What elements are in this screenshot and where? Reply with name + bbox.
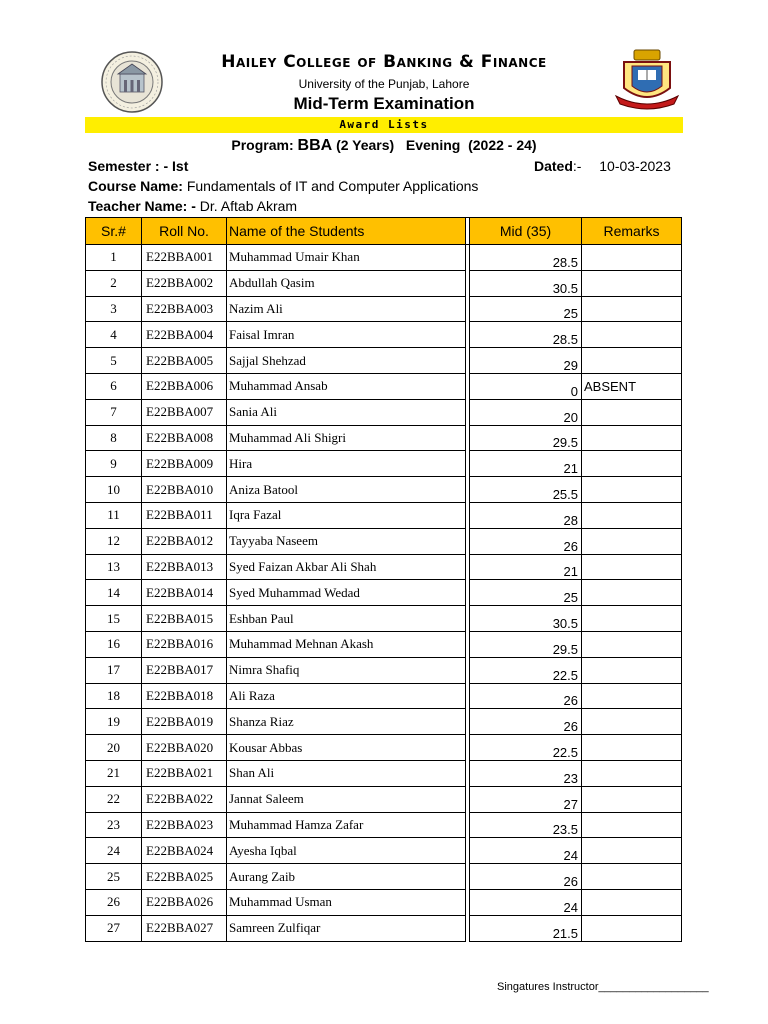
cell-roll-no: E22BBA023 [142, 812, 227, 838]
cell-roll-no: E22BBA014 [142, 580, 227, 606]
cell-roll-no: E22BBA016 [142, 631, 227, 657]
cell-sr: 3 [86, 296, 142, 322]
table-row [86, 864, 682, 890]
cell-sr: 22 [86, 786, 142, 812]
table-row [86, 760, 682, 786]
cell-mid-marks: 23 [470, 760, 582, 786]
table-row [86, 399, 682, 425]
cell-student-name: Muhammad Ansab [227, 373, 466, 399]
cell-sr: 23 [86, 812, 142, 838]
cell-sr: 10 [86, 477, 142, 503]
dated-field [534, 158, 671, 174]
cell-remarks [582, 425, 682, 451]
dated-value: 10-03-2023 [599, 158, 671, 174]
cell-remarks [582, 322, 682, 348]
table-row [86, 477, 682, 503]
cell-sr: 6 [86, 373, 142, 399]
table-row [86, 296, 682, 322]
university-name: University of the Punjab, Lahore [298, 77, 470, 91]
cell-roll-no: E22BBA006 [142, 373, 227, 399]
cell-student-name: Muhammad Ali Shigri [227, 425, 466, 451]
cell-mid-marks: 28.5 [470, 322, 582, 348]
cell-sr: 4 [86, 322, 142, 348]
table-row [86, 631, 682, 657]
table-row [86, 554, 682, 580]
cell-remarks [582, 657, 682, 683]
table-row [86, 528, 682, 554]
cell-sr: 11 [86, 502, 142, 528]
cell-roll-no: E22BBA005 [142, 348, 227, 374]
cell-roll-no: E22BBA017 [142, 657, 227, 683]
cell-mid-marks: 22.5 [470, 657, 582, 683]
teacher-line [88, 198, 297, 214]
cell-roll-no: E22BBA004 [142, 322, 227, 348]
cell-remarks [582, 606, 682, 632]
cell-remarks [582, 502, 682, 528]
cell-roll-no: E22BBA012 [142, 528, 227, 554]
table-row [86, 580, 682, 606]
cell-roll-no: E22BBA007 [142, 399, 227, 425]
cell-mid-marks: 24 [470, 889, 582, 915]
cell-mid-marks: 27 [470, 786, 582, 812]
table-row [86, 838, 682, 864]
cell-roll-no: E22BBA025 [142, 864, 227, 890]
cell-mid-marks: 23.5 [470, 812, 582, 838]
cell-roll-no: E22BBA010 [142, 477, 227, 503]
cell-remarks [582, 580, 682, 606]
cell-mid-marks: 29.5 [470, 631, 582, 657]
cell-student-name: Shan Ali [227, 760, 466, 786]
cell-roll-no: E22BBA002 [142, 270, 227, 296]
cell-roll-no: E22BBA027 [142, 915, 227, 941]
cell-student-name: Iqra Fazal [227, 502, 466, 528]
cell-mid-marks: 26 [470, 683, 582, 709]
cell-remarks [582, 735, 682, 761]
cell-remarks [582, 245, 682, 271]
cell-student-name: Nazim Ali [227, 296, 466, 322]
table-row [86, 451, 682, 477]
cell-mid-marks: 25.5 [470, 477, 582, 503]
cell-roll-no: E22BBA020 [142, 735, 227, 761]
teacher-label: Teacher Name: - [88, 198, 196, 214]
cell-mid-marks: 29.5 [470, 425, 582, 451]
dated-label: Dated [534, 158, 573, 174]
table-row [86, 348, 682, 374]
table-row [86, 606, 682, 632]
table-row [86, 735, 682, 761]
cell-mid-marks: 26 [470, 864, 582, 890]
program-label: Program: [231, 137, 294, 153]
cell-remarks [582, 812, 682, 838]
cell-sr: 16 [86, 631, 142, 657]
cell-roll-no: E22BBA009 [142, 451, 227, 477]
cell-remarks [582, 709, 682, 735]
cell-student-name: Aniza Batool [227, 477, 466, 503]
cell-remarks [582, 554, 682, 580]
cell-roll-no: E22BBA013 [142, 554, 227, 580]
cell-sr: 1 [86, 245, 142, 271]
cell-remarks [582, 631, 682, 657]
cell-student-name: Shanza Riaz [227, 709, 466, 735]
dated-separator: :- [572, 158, 582, 174]
cell-mid-marks: 21 [470, 554, 582, 580]
table-row [86, 270, 682, 296]
table-row [86, 786, 682, 812]
cell-sr: 13 [86, 554, 142, 580]
table-row [86, 502, 682, 528]
cell-sr: 7 [86, 399, 142, 425]
cell-student-name: Muhammad Umair Khan [227, 245, 466, 271]
cell-student-name: Sajjal Shehzad [227, 348, 466, 374]
cell-student-name: Tayyaba Naseem [227, 528, 466, 554]
cell-remarks [582, 348, 682, 374]
cell-remarks [582, 477, 682, 503]
cell-sr: 24 [86, 838, 142, 864]
cell-remarks [582, 760, 682, 786]
cell-roll-no: E22BBA001 [142, 245, 227, 271]
cell-sr: 8 [86, 425, 142, 451]
cell-mid-marks: 26 [470, 709, 582, 735]
exam-title: Mid-Term Examination [293, 94, 475, 113]
table-row [86, 425, 682, 451]
table-row [86, 322, 682, 348]
table-row [86, 915, 682, 941]
cell-roll-no: E22BBA018 [142, 683, 227, 709]
cell-sr: 27 [86, 915, 142, 941]
signature-line: Singatures Instructor__________________ [497, 981, 709, 993]
cell-roll-no: E22BBA011 [142, 502, 227, 528]
cell-student-name: Eshban Paul [227, 606, 466, 632]
header-roll: Roll No. [142, 218, 227, 245]
cell-mid-marks: 24 [470, 838, 582, 864]
table-row [86, 889, 682, 915]
cell-remarks [582, 296, 682, 322]
cell-sr: 26 [86, 889, 142, 915]
cell-remarks [582, 889, 682, 915]
table-body [86, 245, 682, 942]
cell-roll-no: E22BBA003 [142, 296, 227, 322]
header-mid: Mid (35) [470, 218, 582, 245]
teacher-value: Dr. Aftab Akram [199, 198, 298, 214]
cell-roll-no: E22BBA026 [142, 889, 227, 915]
semester-label: Semester : - Ist [88, 158, 189, 174]
cell-student-name: Aurang Zaib [227, 864, 466, 890]
college-title: Hailey College of Banking & Finance [221, 52, 547, 72]
cell-student-name: Faisal Imran [227, 322, 466, 348]
cell-student-name: Ayesha Iqbal [227, 838, 466, 864]
cell-student-name: Samreen Zulfiqar [227, 915, 466, 941]
program-value: BBA [297, 137, 333, 154]
header-sr: Sr.# [86, 218, 142, 245]
cell-remarks [582, 683, 682, 709]
cell-student-name: Ali Raza [227, 683, 466, 709]
table-row [86, 683, 682, 709]
cell-sr: 5 [86, 348, 142, 374]
cell-mid-marks: 30.5 [470, 270, 582, 296]
cell-student-name: Muhammad Usman [227, 889, 466, 915]
header-name: Name of the Students [227, 218, 466, 245]
cell-student-name: Kousar Abbas [227, 735, 466, 761]
cell-remarks [582, 451, 682, 477]
table-row [86, 373, 682, 399]
header-remarks: Remarks [582, 218, 682, 245]
cell-remarks [582, 786, 682, 812]
cell-mid-marks: 0 [470, 373, 582, 399]
cell-sr: 2 [86, 270, 142, 296]
cell-remarks [582, 399, 682, 425]
cell-sr: 9 [86, 451, 142, 477]
cell-remarks: ABSENT [582, 373, 682, 399]
cell-mid-marks: 25 [470, 580, 582, 606]
cell-student-name: Muhammad Mehnan Akash [227, 631, 466, 657]
cell-remarks [582, 528, 682, 554]
cell-student-name: Jannat Saleem [227, 786, 466, 812]
table-row [86, 812, 682, 838]
cell-sr: 18 [86, 683, 142, 709]
cell-student-name: Syed Faizan Akbar Ali Shah [227, 554, 466, 580]
award-table [85, 217, 682, 942]
cell-mid-marks: 21 [470, 451, 582, 477]
cell-sr: 15 [86, 606, 142, 632]
cell-sr: 21 [86, 760, 142, 786]
cell-student-name: Nimra Shafiq [227, 657, 466, 683]
cell-mid-marks: 20 [470, 399, 582, 425]
cell-mid-marks: 28.5 [470, 245, 582, 271]
cell-sr: 12 [86, 528, 142, 554]
cell-remarks [582, 838, 682, 864]
cell-mid-marks: 29 [470, 348, 582, 374]
cell-sr: 20 [86, 735, 142, 761]
cell-mid-marks: 22.5 [470, 735, 582, 761]
cell-mid-marks: 28 [470, 502, 582, 528]
cell-sr: 17 [86, 657, 142, 683]
cell-student-name: Abdullah Qasim [227, 270, 466, 296]
table-row [86, 657, 682, 683]
program-details: (2 Years) Evening (2022 - 24) [336, 137, 537, 153]
cell-remarks [582, 864, 682, 890]
cell-student-name: Hira [227, 451, 466, 477]
cell-sr: 14 [86, 580, 142, 606]
cell-roll-no: E22BBA019 [142, 709, 227, 735]
program-line [0, 137, 768, 155]
table-row [86, 709, 682, 735]
cell-student-name: Syed Muhammad Wedad [227, 580, 466, 606]
cell-roll-no: E22BBA021 [142, 760, 227, 786]
cell-mid-marks: 30.5 [470, 606, 582, 632]
cell-sr: 19 [86, 709, 142, 735]
cell-remarks [582, 915, 682, 941]
cell-mid-marks: 25 [470, 296, 582, 322]
table-header-row [86, 218, 682, 245]
cell-student-name: Muhammad Hamza Zafar [227, 812, 466, 838]
cell-roll-no: E22BBA024 [142, 838, 227, 864]
award-lists-bar: Award Lists [85, 117, 683, 133]
cell-mid-marks: 21.5 [470, 915, 582, 941]
cell-roll-no: E22BBA008 [142, 425, 227, 451]
course-label: Course Name: [88, 178, 183, 194]
cell-roll-no: E22BBA015 [142, 606, 227, 632]
table-row [86, 245, 682, 271]
cell-sr: 25 [86, 864, 142, 890]
course-line [88, 178, 478, 194]
cell-roll-no: E22BBA022 [142, 786, 227, 812]
cell-remarks [582, 270, 682, 296]
course-value: Fundamentals of IT and Computer Applications [186, 178, 479, 194]
cell-student-name: Sania Ali [227, 399, 466, 425]
cell-mid-marks: 26 [470, 528, 582, 554]
